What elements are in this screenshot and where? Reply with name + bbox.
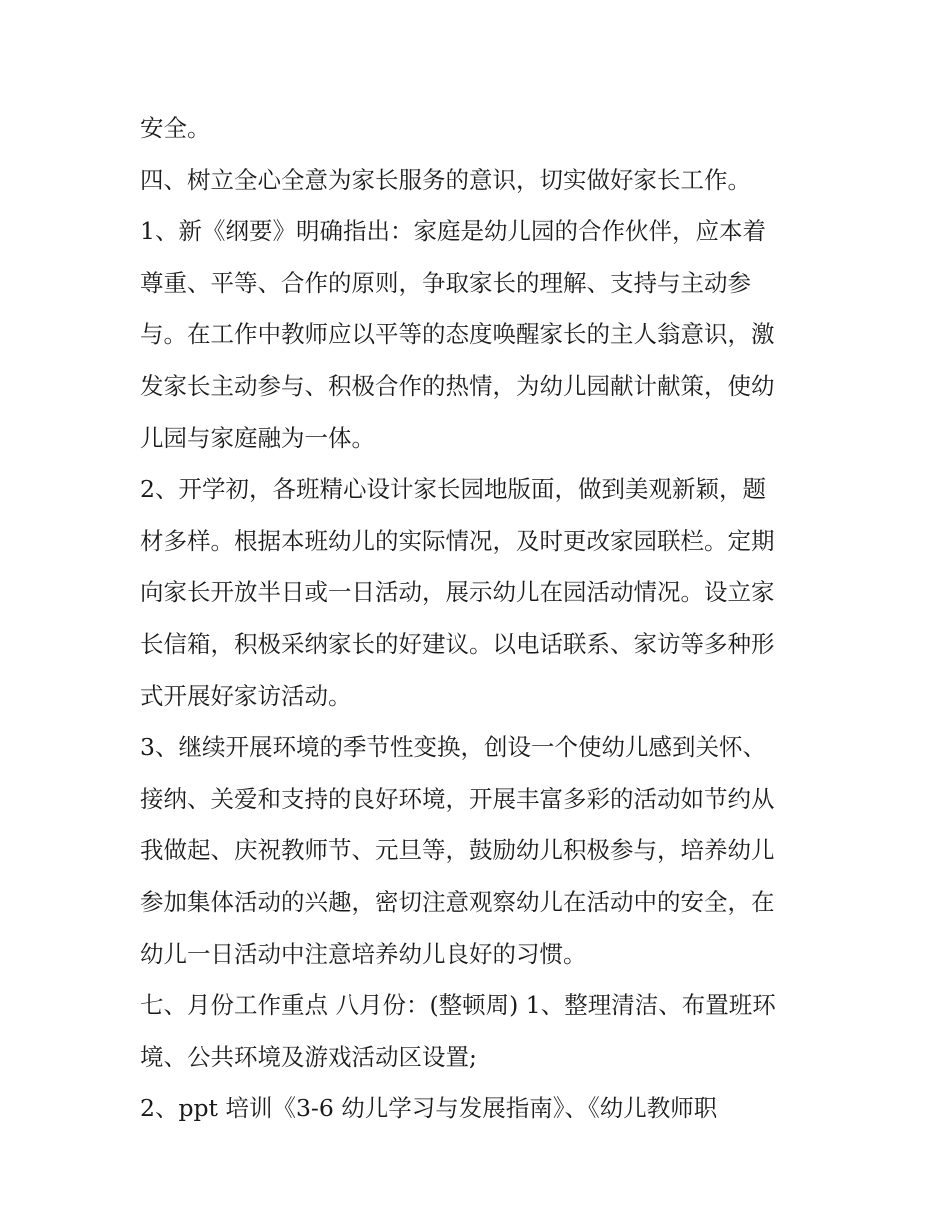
text-line: 儿园与家庭融为一体。 bbox=[140, 423, 375, 452]
text-line: 2、开学初，各班精心设计家长园地版面，做到美观新颖，题 bbox=[140, 475, 766, 504]
section-heading: 七、月份工作重点 八月份：(整顿周) 1、整理清洁、布置班环 bbox=[140, 991, 776, 1020]
text-line: 2、ppt 培训《3-6 幼儿学习与发展指南》、《幼儿教师职 bbox=[140, 1094, 718, 1123]
text-line: 与。在工作中教师应以平等的态度唤醒家长的主人翁意识，激 bbox=[140, 320, 775, 349]
text-line: 材多样。根据本班幼儿的实际情况，及时更改家园联栏。定期 bbox=[140, 526, 775, 555]
text-line: 1、新《纲要》明确指出：家庭是幼儿园的合作伙伴，应本着 bbox=[140, 217, 766, 246]
text-line: 境、公共环境及游戏活动区设置; bbox=[140, 1042, 477, 1071]
text-line: 式开展好家访活动。 bbox=[140, 681, 352, 710]
text-line: 3、继续开展环境的季节性变换，创设一个使幼儿感到关怀、 bbox=[140, 733, 766, 762]
document-body bbox=[140, 103, 820, 1135]
text-line: 长信箱，积极采纳家长的好建议。以电话联系、家访等多种形 bbox=[140, 629, 775, 658]
text-line: 发家长主动参与、积极合作的热情，为幼儿园献计献策，使幼 bbox=[140, 371, 775, 400]
text-line: 幼儿一日活动中注意培养幼儿良好的习惯。 bbox=[140, 939, 587, 968]
text-line: 安全。 bbox=[140, 114, 211, 142]
text-line: 尊重、平等、合作的原则，争取家长的理解、支持与主动参 bbox=[140, 268, 751, 297]
text-line: 参加集体活动的兴趣，密切注意观察幼儿在活动中的安全，在 bbox=[140, 887, 775, 916]
section-heading: 四、树立全心全意为家长服务的意识，切实做好家长工作。 bbox=[140, 165, 751, 194]
text-line: 我做起、庆祝教师节、元旦等，鼓励幼儿积极参与，培养幼儿 bbox=[140, 836, 775, 865]
text-line: 向家长开放半日或一日活动，展示幼儿在园活动情况。设立家 bbox=[140, 578, 775, 607]
text-line: 接纳、关爱和支持的良好环境，开展丰富多彩的活动如节约从 bbox=[140, 784, 775, 813]
